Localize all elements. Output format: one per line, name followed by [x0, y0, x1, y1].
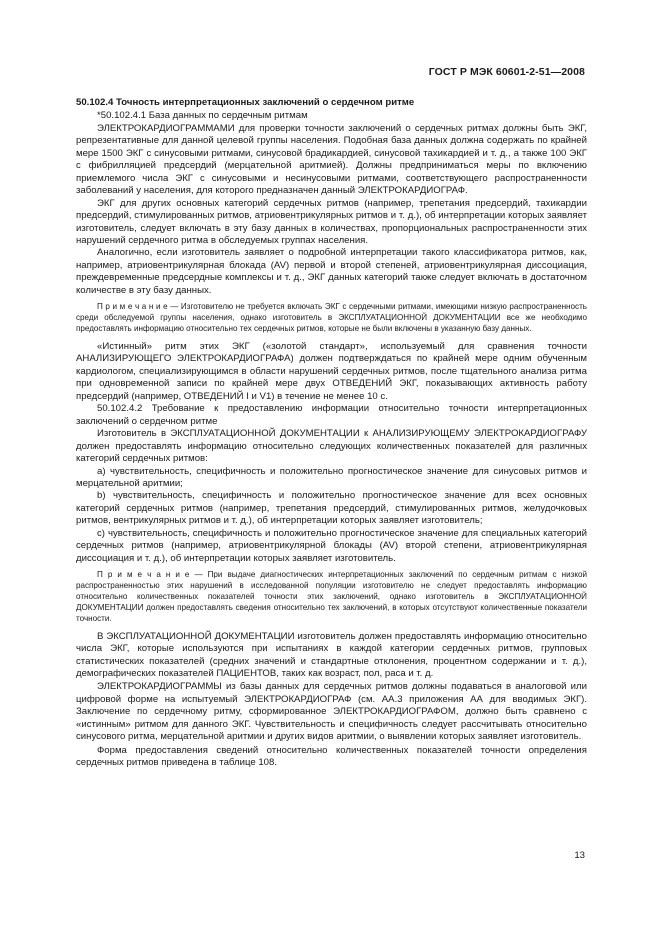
paragraph-ecg-input: ЭЛЕКТРОКАРДИОГРАММЫ из базы данных для сердечных ритмов должны подаваться в аналоговой или цифровой форме на испытуемый ЭЛЕКТРОКАРДИОГРАФ (см. АА.3 приложения АА для вводимых ЭКГ). Заключение по сердечному ритму, сформированное ЭЛЕКТРОКАРДИОГРАФОМ, должно быть сравнено с «истинным» ритмом для данного ЭКГ. Чувствительность и специфичность следует рассчитывать относительно синусового ритма, мерцательной аритмии и других видов аритмии, о выявлении которых заявляет изготовитель. [76, 681, 587, 743]
paragraph-other-rhythms: ЭКГ для других основных категорий сердечных ритмов (например, трепетания предсердий, тахикардии предсердий, стимулированных ритмов, атриовентрикулярных ритмов и т. д.), об интерпретации которых заявляет изготовитель, следует включать в эту базу данных в количествах, пропорциональных распространенности этих нарушений сердечного ритма в обследуемых группах населения. [76, 197, 587, 246]
subsection-title-requirements: 50.102.4.2 Требование к предоставлению информации относительно точности интерпретационных заключений о сердечном ритме [76, 403, 587, 427]
paragraph-gold-standard: «Истинный» ритм этих ЭКГ («золотой стандарт», используемый для сравнения точности АНАЛИЗИРУЮЩЕГО ЭЛЕКТРОКАРДИОГРАФА) должен подтверждаться по крайней мере одним обученным кардиологом, специализирующимся в области нарушений сердечных ритмов, после тщательного анализа ритма при одновременной записи по крайней мере двух ОТВЕДЕНИЙ ЭКГ, показывающих активность работу предсердий (например, ОТВЕДЕНИЙ I и V1) в течение не менее 10 с. [76, 340, 587, 402]
paragraph-ecg-database: ЭЛЕКТРОКАРДИОГРАММАМИ для проверки точности заключений о сердечных ритмах должны быть ЭКГ, репрезентативные для данной целевой группы населения. Подобная база данных должна содержать по крайней мере 1500 ЭКГ с синусовыми ритмами, синусовой брадикардией, синусовой тахикардией и т. д., а также 100 ЭКГ с фибрилляцией предсердий (мерцательной аритмией). Должны предприниматься меры по включению приемлемого числа ЭКГ с синусовыми и несинусовыми ритмами, соответствующего распространенности заболеваний у населения, для которого предназначен данный ЭЛЕКТРОКАРДИОГРАФ. [76, 122, 587, 197]
list-item-c: с) чувствительность, специфичность и положительно прогностическое значение для специальных категорий сердечных ритмов (например, атриовентрикулярной блокады (AV) второй степени, атриовентрикулярная диссоциация и т. д.), об интерпретации которых заявляет изготовитель. [76, 527, 587, 564]
document-code-header: ГОСТ Р МЭК 60601-2-51—2008 [428, 66, 585, 78]
page-number: 13 [574, 850, 585, 861]
paragraph-detailed-interpretation: Аналогично, если изготовитель заявляет о подробной интерпретации такого классификатора ритмов, как, например, атриовентрикулярная блокада (AV) первой и второй степеней, атриовентрикулярная диссоциация, преждевременные предсердные комплексы и т. д., ЭКГ данных категорий также следует включать в достаточном количестве в эту базу данных. [76, 247, 587, 296]
subsection-title-database: *50.102.4.1 База данных по сердечным ритмам [97, 110, 308, 122]
paragraph-manufacturer-info: Изготовитель в ЭКСПЛУАТАЦИОННОЙ ДОКУМЕНТАЦИИ к АНАЛИЗИРУЮЩЕМУ ЭЛЕКТРОКАРДИОГРАФУ должен предоставлять информацию относительно следующих количественных показателей для различных категорий сердечных ритмов: [76, 428, 587, 465]
note-low-prevalence: П р и м е ч а н и е — Изготовителю не требуется включать ЭКГ с сердечными ритмами, имеющими низкую распространенность среди обследуемой группы населения, однако изготовитель в ЭКСПЛУАТАЦИОННОЙ ДОКУМЕНТАЦИИ все же необходимо предоставлять информацию относительно тех сердечных ритмов, которые не были включены в указанную базу данных. [76, 302, 587, 334]
note-diagnostic-interpretation: П р и м е ч а н и е — При выдаче диагностических интерпретационных заключений по сердечным ритмам с низкой распространенностью этих нарушений в исследованной популяции изготовителю не следует предоставлять информацию относительно количественных показателей точности этих заключений, однако изготовитель в ЭКСПЛУАТАЦИОННОЙ ДОКУМЕНТАЦИИ должен предоставлять сведения относительно тех заключений, в которых отсутствуют количественные показатели точности. [76, 570, 587, 623]
list-item-b: b) чувствительность, специфичность и положительно прогностическое значение для всех основных категорий сердечных ритмов (например, трепетания предсердий, стимулированных ритмов, желудочковых ритмов, вентрикулярных ритмов и т. д.), об интерпретации которых заявляет изготовитель; [76, 490, 587, 527]
list-item-a: а) чувствительность, специфичность и положительно прогностическое значение для синусовых ритмов и мерцательной аритмии; [76, 465, 587, 489]
section-heading: 50.102.4 Точность интерпретационных заключений о сердечном ритме [76, 97, 415, 108]
paragraph-table-reference: Форма предоставления сведений относительно количественных показателей точности определения сердечных ритмов приведена в таблице 108. [76, 744, 587, 769]
document-body [76, 97, 587, 770]
paragraph-operating-docs: В ЭКСПЛУАТАЦИОННОЙ ДОКУМЕНТАЦИИ изготовитель должен предоставлять информацию относительно числа ЭКГ, которые используются при испытаниях в каждой категории сердечных ритмов, групповых статистических показателей (средних значений и стандартные отклонения, процентном содержании и т. д.), демографических показателей ПАЦИЕНТОВ, таких как возраст, пол, раса и т. д. [76, 630, 587, 680]
